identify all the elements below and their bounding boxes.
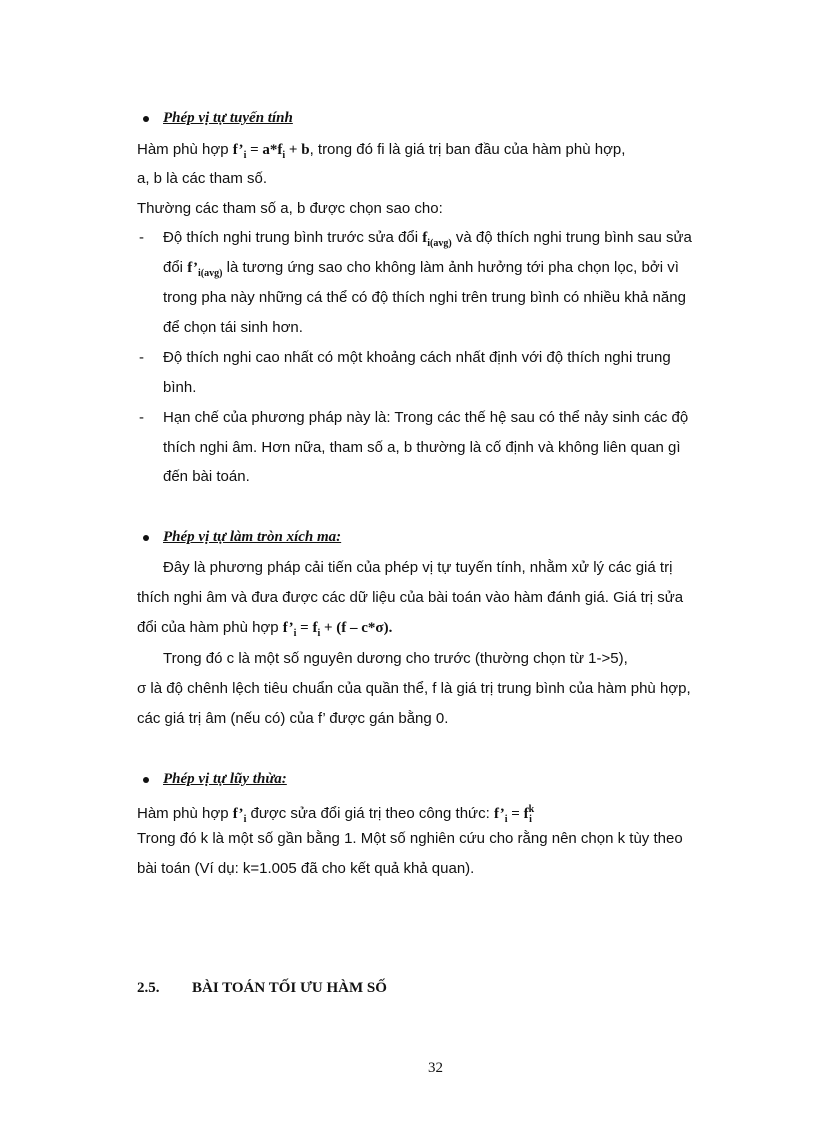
text: đổi [163,259,188,276]
paragraph-line: các giá trị âm (nếu có) của f’ được gán bằng 0. [137,710,449,727]
paragraph-line [137,618,392,644]
formula: f’ [282,620,294,636]
subscript: i [243,150,247,161]
heading-sigma-scaling [163,527,341,547]
paragraph-line: Trong đó k là một số gần bằng 1. Một số nghiên cứu cho rằng nên chọn k tùy theo [137,830,683,847]
paragraph-line: σ là độ chênh lệch tiêu chuẩn của quần thể, f là giá trị trung bình của hàm phù hợp, [137,680,691,697]
heading-power-scaling [163,769,287,789]
text: , trong đó fi là giá trị ban đầu của hàm phù hợp, [309,141,626,158]
paragraph-line: Thường các tham số a, b được chọn sao cho: [137,200,443,217]
paragraph-line: đến bài toán. [163,468,250,485]
paragraph-line: để chọn tái sinh hơn. [163,319,303,336]
formula: + (f – c*σ). [320,620,393,636]
paragraph-line: thích nghi âm. Hơn nữa, tham số a, b thường là cố định và không liên quan gì [163,439,681,456]
heading-text: Phép vị tự làm tròn xích ma: [163,529,342,545]
text: được sửa đổi giá trị theo công thức: [246,805,494,822]
paragraph-line: Trong đó c là một số nguyên dương cho trước (thường chọn từ 1->5), [163,650,628,667]
dash-marker: - [139,349,144,366]
subscript: i(avg) [198,268,223,279]
text: đổi của hàm phù hợp [137,619,283,636]
subscript: i [317,628,321,639]
paragraph-line: Độ thích nghi cao nhất có một khoảng cách nhất định với độ thích nghi trung [163,349,671,366]
formula: = a*f [246,142,283,158]
section-title: BÀI TOÁN TỐI ƯU HÀM SỐ [192,980,387,996]
dash-marker: - [139,229,144,246]
text: Hàm phù hợp [137,805,233,822]
bullet-icon [143,777,149,783]
formula: = f [296,620,318,636]
subscript: i [282,150,286,161]
subscript: i(avg) [427,238,452,249]
superscript: k [528,804,535,815]
text: và độ thích nghi trung bình sau sửa [451,229,692,246]
formula: f’ [232,142,244,158]
subscript: i [529,814,532,825]
text: Hàm phù hợp [137,141,233,158]
page-number: 32 [428,1060,443,1076]
paragraph-line: trong pha này những cá thể có độ thích nghi trên trung bình có nhiều khả năng [163,289,686,306]
formula: + b [285,142,310,158]
text: Độ thích nghi trung bình trước sửa đổi [163,229,423,246]
paragraph-line [163,258,679,284]
heading-text: Phép vị tự tuyến tính [163,110,293,126]
paragraph-line [163,228,692,254]
paragraph-line: bình. [163,379,197,396]
paragraph-line: Hạn chế của phương pháp này là: Trong các thế hệ sau có thể nảy sinh các độ [163,409,689,426]
subscript: i [243,814,247,825]
formula: f [422,230,428,246]
text: là tương ứng sao cho không làm ảnh hưởng tới pha chọn lọc, bởi vì [222,259,679,276]
paragraph-line: bài toán (Ví dụ: k=1.005 đã cho kết quả khả quan). [137,860,475,877]
formula: = f [507,806,529,822]
section-number: 2.5. [137,980,160,996]
formula: f’ [232,806,244,822]
paragraph-line [137,140,737,166]
paragraph-line: Đây là phương pháp cải tiến của phép vị tự tuyến tính, nhằm xử lý các giá trị [163,559,673,576]
dash-marker: - [139,409,144,426]
formula: f’ [187,260,199,276]
heading-text: Phép vị tự lũy thừa: [163,771,287,787]
formula: f’ [493,806,505,822]
paragraph-line [137,800,535,830]
paragraph-line: thích nghi âm và đưa được các dữ liệu của bài toán vào hàm đánh giá. Giá trị sửa [137,589,684,606]
paragraph-line: a, b là các tham số. [137,170,268,187]
bullet-icon [143,535,149,541]
bullet-icon [143,116,149,122]
heading-linear-scaling [163,108,293,128]
subscript: i [293,628,297,639]
subscript: i [504,814,508,825]
